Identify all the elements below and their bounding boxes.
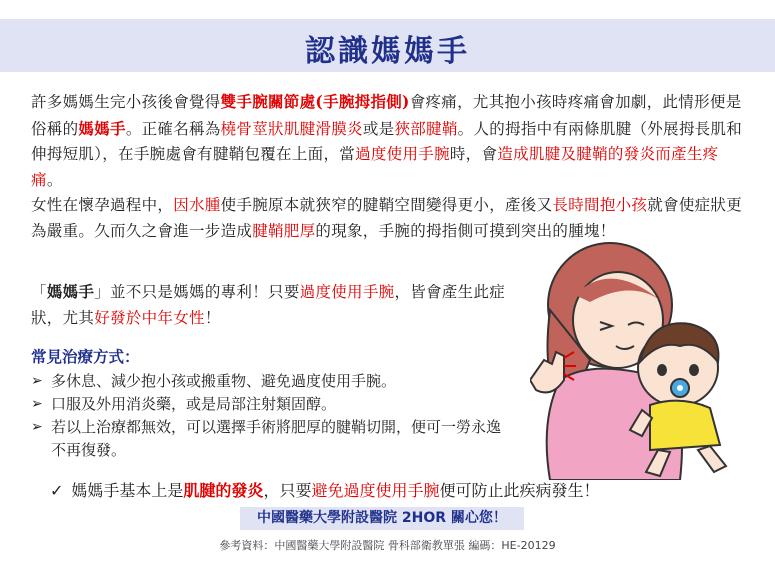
treatment-item-rest: 多休息、減少抱小孩或搬重物、避免過度使用手腕。 — [51, 372, 397, 390]
intro-highlight-wrist: 雙手腕關節處(手腕拇指側) — [220, 92, 410, 111]
page-title: 認識媽媽手 — [305, 34, 470, 69]
intro-highlight-inflammation: 造成肌腱及腱鞘的發炎而產生疼痛 — [31, 145, 719, 189]
paragraph-intro — [31, 89, 746, 193]
treatment-list — [31, 370, 501, 462]
quote-open: 「 — [31, 283, 47, 301]
pregnancy-highlight-holding: 長時間抱小孩 — [552, 196, 648, 214]
list-item — [31, 370, 501, 393]
paragraph-not-only-mothers — [31, 279, 516, 331]
hospital-banner: 中國醫藥大學附設醫院 2HOR 關心您！ — [240, 507, 524, 530]
intro-text-3: 。正確名稱為 — [125, 119, 221, 138]
arrow-bullet-icon: ➢ — [31, 396, 43, 412]
intro-highlight-tenosynovitis: 橈骨莖狀肌腱滑膜炎 — [220, 119, 363, 138]
conclusion — [50, 478, 599, 501]
intro-text-7: 。 — [46, 170, 63, 189]
list-item — [31, 416, 501, 462]
intro-text-2: 會疼痛，尤其抱小孩時疼痛會加劇，此情形便是俗稱的 — [31, 93, 742, 138]
intro-highlight-overuse: 過度使用手腕 — [355, 145, 450, 163]
arrow-bullet-icon: ➢ — [31, 373, 43, 389]
conclusion-text-1: 媽媽手基本上是 — [71, 481, 184, 500]
conclusion-highlight-inflammation: 肌腱的發炎 — [183, 481, 264, 500]
intro-highlight-mommy-thumb: 媽媽手 — [78, 118, 126, 138]
p3-highlight-middle-aged-women: 好發於中年女性 — [94, 308, 205, 327]
arrow-bullet-icon: ➢ — [31, 419, 43, 435]
conclusion-highlight-avoid-overuse: 避免過度使用手腕 — [311, 481, 440, 500]
pregnancy-highlight-thickening: 腱鞘肥厚 — [252, 221, 316, 240]
conclusion-text-3: 便可防止此疾病發生！ — [439, 481, 600, 500]
intro-highlight-sheath: 狹部腱鞘 — [394, 119, 458, 138]
p3-highlight-overuse: 過度使用手腕 — [299, 283, 395, 301]
p3-text-1: 並不只是媽媽的專利！只要 — [110, 283, 300, 301]
paragraph-pregnancy — [31, 193, 746, 244]
mother-baby-illustration — [530, 240, 740, 480]
p3-text-3: ！ — [204, 308, 221, 327]
pregnancy-highlight-edema: 因水腫 — [173, 196, 221, 214]
pregnancy-text-4: 的現象，手腕的拇指側可摸到突出的腫塊！ — [315, 221, 616, 240]
treatment-item-surgery: 若以上治療都無效，可以選擇手術將肥厚的腱鞘切開，便可一勞永逸不再復發。 — [51, 418, 502, 459]
list-item — [31, 393, 501, 416]
pregnancy-text-2: 使手腕原本就狹窄的腱鞘空間變得更小，產後又 — [220, 196, 553, 214]
quote-close: 」 — [94, 283, 111, 301]
conclusion-text-2: ，只要 — [263, 481, 312, 500]
check-icon: ✓ — [50, 481, 64, 500]
intro-text-6: 時，會 — [449, 145, 498, 163]
bold-mommy-thumb: 媽媽手 — [46, 282, 95, 301]
pregnancy-text-3: 就會使症狀更為嚴重。久而久之會進一步造成 — [31, 196, 743, 240]
treatment-heading: 常見治療方式： — [31, 347, 140, 366]
treatment-item-medication: 口服及外用消炎藥，或是局部注射類固醇。 — [51, 395, 337, 413]
intro-text-1: 許多媽媽生完小孩後會覺得 — [31, 93, 221, 111]
pregnancy-text-1: 女性在懷孕過程中， — [31, 196, 174, 214]
p3-text-2: ，皆會產生此症狀，尤其 — [31, 283, 506, 327]
intro-text-4: 或是 — [362, 119, 395, 138]
reference-note: 參考資料：中國醫藥大學附設醫院 骨科部衛教單張 編碼：HE-20129 — [219, 539, 556, 552]
intro-text-5: 。人的拇指中有兩條肌腱（外展拇長肌和伸拇短肌），在手腕處會有腱鞘包覆在上面，當 — [31, 119, 743, 163]
